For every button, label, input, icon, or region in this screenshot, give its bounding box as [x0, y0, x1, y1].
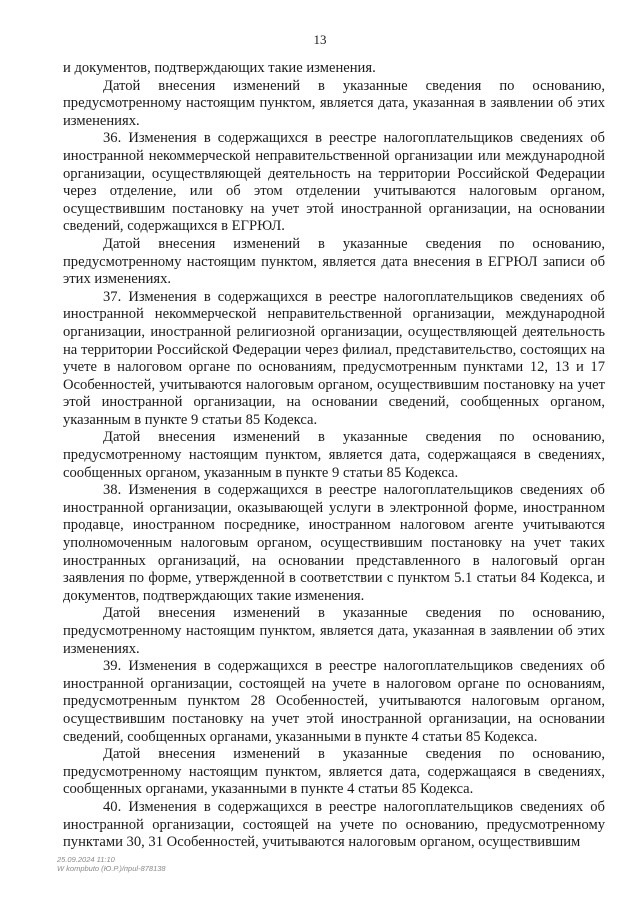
paragraph-37: 37. Изменения в содержащихся в реестре налогоплательщиков сведениях об иностранной некоммерческой неправительственной организации, международной организации, иностранной религиозной организации, осуществляющей деятельность на территории Российской Федерации через филиал, представительство, состоящих на учете в налоговом органе по основаниям, предусмотренным пунктами 12, 13 и 17 Особенностей, учитываются налоговым органом, осуществившим постановку на учет этой иностранной организации, на основании сведений, сообщенных органом, указанным в пункте 9 статьи 85 Кодекса. — [63, 288, 605, 428]
paragraph-40: 40. Изменения в содержащихся в реестре налогоплательщиков сведениях об иностранной организации, состоящей на учете по основанию, предусмотренному пунктами 30, 31 Особенностей, учитываются налоговым органом, осуществившим — [63, 798, 605, 851]
paragraph-38-date: Датой внесения изменений в указанные сведения по основанию, предусмотренному настоящим пунктом, является дата, указанная в заявлении об этих изменениях. — [63, 605, 605, 657]
footer-file-ref: W kompbuto (Ю.Р.)/приl-878138 — [57, 864, 166, 873]
paragraph-38: 38. Изменения в содержащихся в реестре налогоплательщиков сведениях об иностранной организации, оказывающей услуги в электронной форме, иностранном продавце, иностранном посреднике, иностранном налоговом агенте учитываются уполномоченным налоговым органом, осуществившим постановку на учет таких иностранных организаций, на основании представленного в налоговый орган заявления по форме, утвержденной в соответствии с пунктом 5.1 статьи 84 Кодекса, и документов, подтверждающих такие изменения. — [63, 482, 605, 604]
document-body — [63, 60, 605, 852]
paragraph-36: 36. Изменения в содержащихся в реестре налогоплательщиков сведениях об иностранной некоммерческой неправительственной организации или международной организации, осуществляющей деятельность на территории Российской Федерации через отделение, или об этом отделении учитываются налоговым органом, осуществившим постановку на учет этой иностранной организации, на основании сведений, содержащихся в ЕГРЮЛ. — [63, 130, 605, 235]
document-footer — [57, 855, 166, 873]
paragraph-39-date: Датой внесения изменений в указанные сведения по основанию, предусмотренному настоящим пунктом, является дата, содержащаяся в сведениях, сообщенных органами, указанными в пункте 4 статьи 85 Кодекса. — [63, 746, 605, 798]
paragraph-37-date: Датой внесения изменений в указанные сведения по основанию, предусмотренному настоящим пунктом, является дата, содержащаяся в сведениях, сообщенных органом, указанным в пункте 9 статьи 85 Кодекса. — [63, 429, 605, 481]
page-number: 13 — [313, 32, 327, 47]
footer-timestamp: 25.09.2024 11:10 — [57, 855, 115, 864]
paragraph-continuation: и документов, подтверждающих такие изменения. — [63, 60, 376, 76]
paragraph-36-date: Датой внесения изменений в указанные сведения по основанию, предусмотренному настоящим пунктом, является дата внесения в ЕГРЮЛ записи об этих изменениях. — [63, 235, 605, 288]
paragraph-39: 39. Изменения в содержащихся в реестре налогоплательщиков сведениях об иностранной организации, состоящей на учете в налоговом органе по основаниям, предусмотренным пунктом 28 Особенностей, учитываются налоговым органом, осуществившим постановку на учет этой иностранной организации, на основании сведений, сообщенных органами, указанными в пункте 4 статьи 85 Кодекса. — [63, 658, 605, 745]
paragraph-35-date: Датой внесения изменений в указанные сведения по основанию, предусмотренному настоящим пунктом, является дата, указанная в заявлении об этих изменениях. — [63, 77, 605, 129]
